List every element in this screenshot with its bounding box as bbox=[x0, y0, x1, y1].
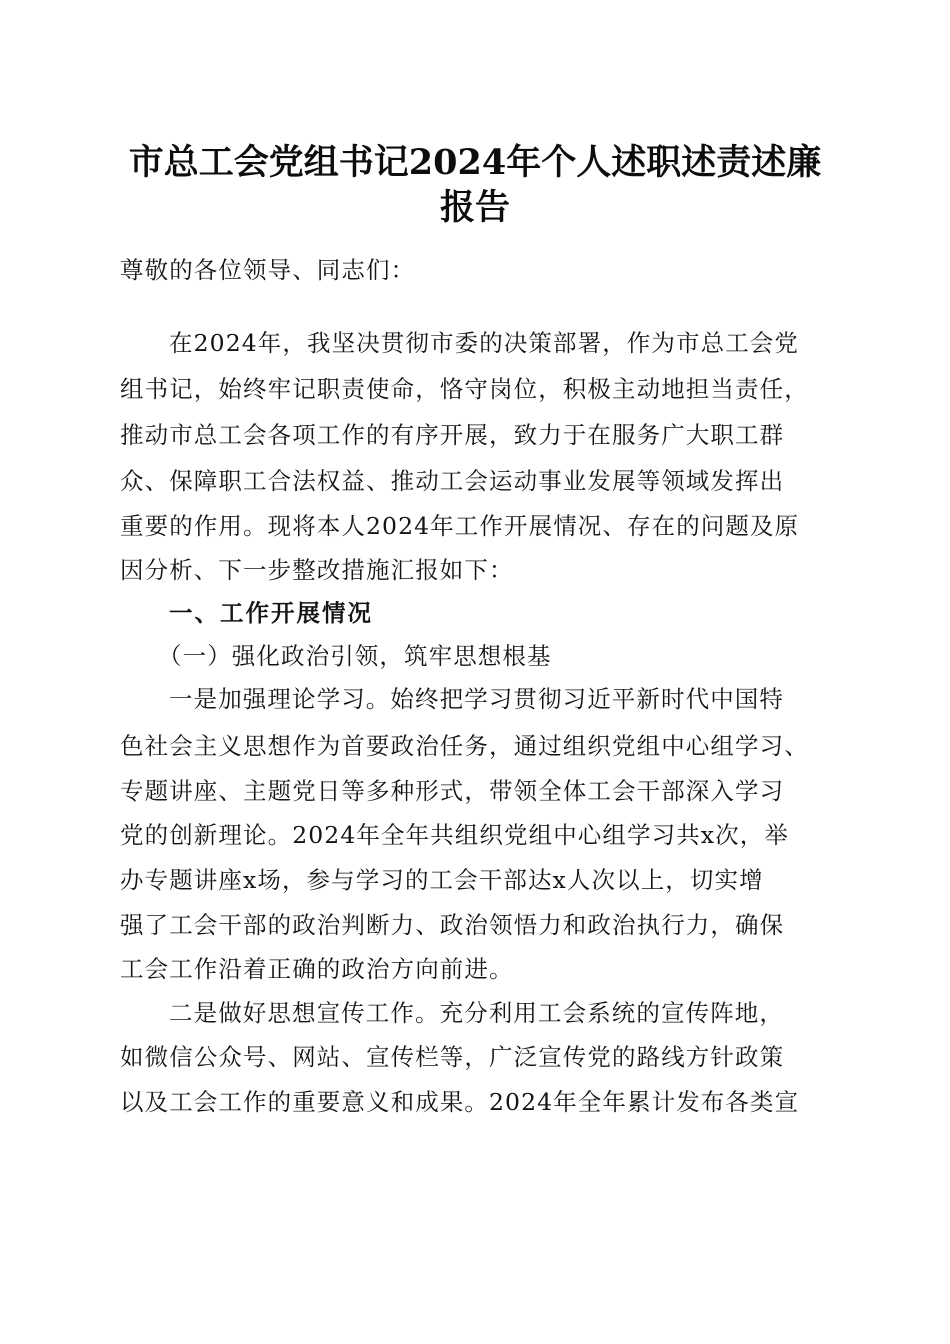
salutation: 尊敬的各位领导、同志们： bbox=[120, 256, 416, 284]
paragraph-line: 组书记，始终牢记职责使命，恪守岗位，积极主动地担当责任， bbox=[120, 375, 809, 403]
paragraph-line: 工会工作沿着正确的政治方向前进。 bbox=[120, 955, 514, 983]
paragraph-line: 二是做好思想宣传工作。充分利用工会系统的宣传阵地， bbox=[169, 999, 784, 1027]
paragraph-line: 专题讲座、主题党日等多种形式，带领全体工会干部深入学习 bbox=[120, 777, 785, 805]
section-heading: 一、工作开展情况 bbox=[169, 599, 373, 627]
paragraph-line: 一是加强理论学习。始终把学习贯彻习近平新时代中国特 bbox=[169, 685, 784, 713]
paragraph-line: 重要的作用。现将本人2024年工作开展情况、存在的问题及原 bbox=[120, 512, 800, 540]
paragraph-line: 推动市总工会各项工作的有序开展，致力于在服务广大职工群 bbox=[120, 421, 785, 449]
document-title-line-1: 市总工会党组书记2024年个人述职述责述廉 bbox=[128, 142, 822, 183]
paragraph-line: 如微信公众号、网站、宣传栏等，广泛宣传党的路线方针政策 bbox=[120, 1043, 785, 1071]
paragraph-line: 色社会主义思想作为首要政治任务，通过组织党组中心组学习、 bbox=[120, 732, 809, 760]
paragraph-line: 强了工会干部的政治判断力、政治领悟力和政治执行力，确保 bbox=[120, 911, 785, 939]
document-title-line-2: 报告 bbox=[439, 187, 510, 228]
subsection-heading: （一）强化政治引领，筑牢思想根基 bbox=[158, 642, 552, 670]
paragraph-line: 以及工会工作的重要意义和成果。2024年全年累计发布各类宣 bbox=[120, 1088, 800, 1116]
paragraph-line: 在2024年，我坚决贯彻市委的决策部署，作为市总工会党 bbox=[169, 329, 800, 357]
paragraph-line: 办专题讲座x场，参与学习的工会干部达x人次以上，切实增 bbox=[120, 866, 764, 894]
paragraph-line: 因分析、下一步整改措施汇报如下： bbox=[120, 556, 514, 584]
paragraph-line: 党的创新理论。2024年全年共组织党组中心组学习共x次，举 bbox=[120, 821, 789, 849]
paragraph-line: 众、保障职工合法权益、推动工会运动事业发展等领域发挥出 bbox=[120, 467, 785, 495]
